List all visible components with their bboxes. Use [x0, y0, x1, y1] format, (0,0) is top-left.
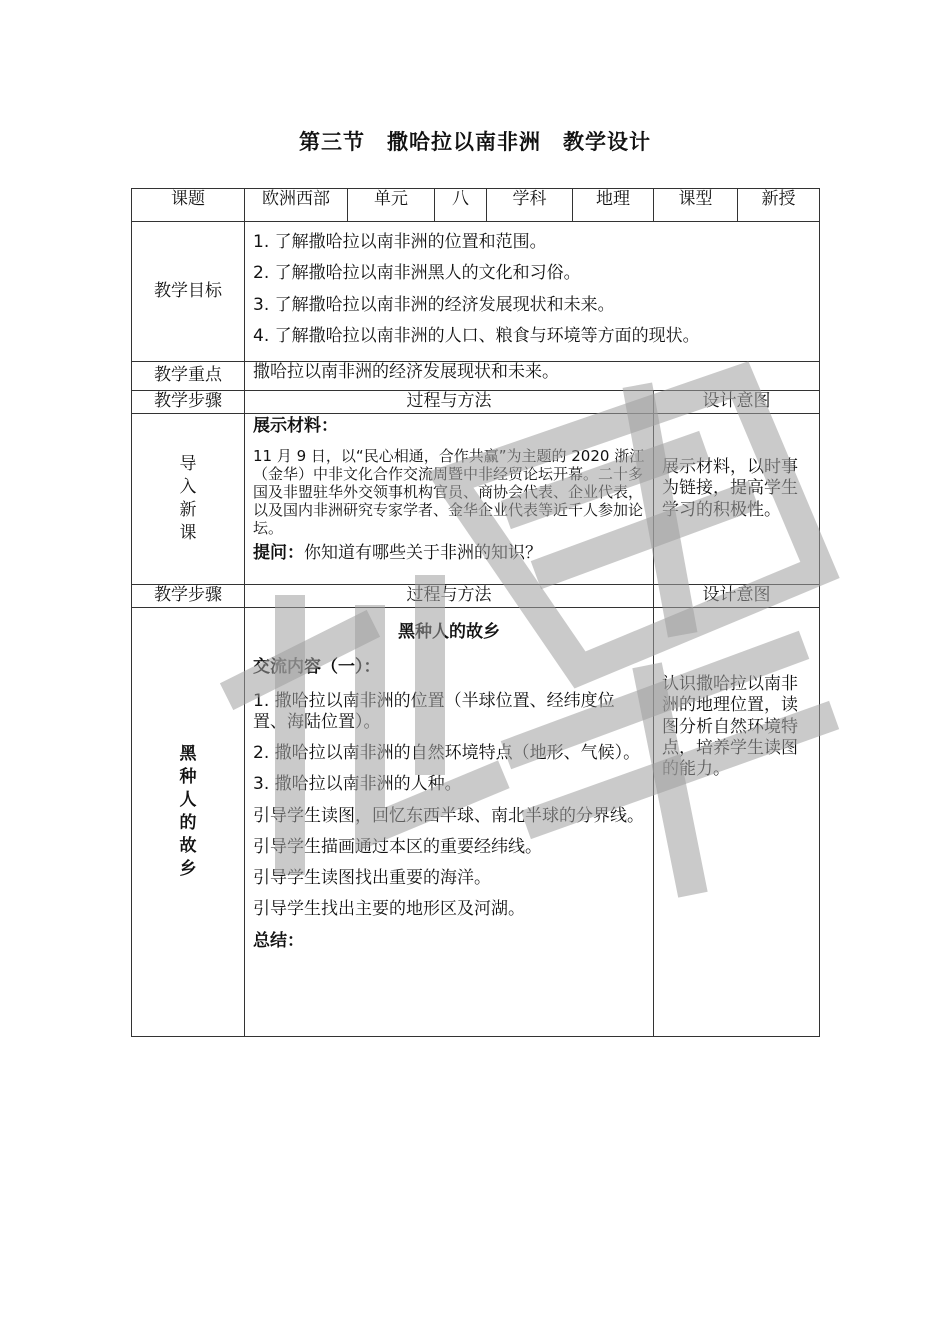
- key-point-label: 教学重点: [132, 362, 245, 391]
- exchange-item: 1. 撒哈拉以南非洲的位置（半球位置、经纬度位置、海陆位置）。: [253, 690, 615, 732]
- key-point-row: [132, 362, 820, 391]
- section2-intent: 认识撒哈拉以南非洲的地理位置，读图分析自然环境特点，培养学生读图的能力。: [654, 608, 820, 1037]
- topic-value: 欧洲西部: [245, 189, 348, 222]
- question-line: [253, 543, 645, 564]
- exchange-label: 交流内容（一）：: [253, 657, 381, 678]
- intent-header: 设计意图: [654, 391, 820, 414]
- steps-header-row: [132, 391, 820, 414]
- intro-row: [132, 414, 820, 585]
- exchange-item: 3. 撒哈拉以南非洲的人种。: [253, 774, 462, 795]
- summary-label: 总结：: [253, 930, 304, 951]
- intent-header: 设计意图: [654, 585, 820, 608]
- unit-value: 八: [435, 189, 487, 222]
- topic-label: 课题: [132, 189, 245, 222]
- steps-header: 教学步骤: [132, 391, 245, 414]
- goals-label: 教学目标: [132, 222, 245, 362]
- goal-item: 4. 了解撒哈拉以南非洲的人口、粮食与环境等方面的现状。: [253, 325, 700, 346]
- info-row: [132, 189, 820, 222]
- process-header: 过程与方法: [245, 391, 654, 414]
- exchange-item: 引导学生读图，回忆东西半球、南北半球的分界线。: [253, 805, 644, 826]
- key-point-text: 撒哈拉以南非洲的经济发展现状和未来。: [245, 362, 820, 391]
- subject-label: 学科: [487, 189, 573, 222]
- exchange-item: 引导学生读图找出重要的海洋。: [253, 868, 491, 888]
- subject-value: 地理: [573, 189, 654, 222]
- lesson-type-value: 新授: [738, 189, 820, 222]
- goals-row: [132, 222, 820, 362]
- section2-row: [132, 608, 820, 1037]
- section-heading: 黑种人的故乡: [398, 622, 500, 642]
- question-text: 你知道有哪些关于非洲的知识？: [304, 543, 542, 564]
- unit-label: 单元: [348, 189, 435, 222]
- intro-step-label: 导 入 新 课: [132, 414, 245, 585]
- page-title: 第三节 撒哈拉以南非洲 教学设计: [299, 130, 651, 154]
- section2-step-label: 黑 种 人 的 故 乡: [132, 608, 245, 1037]
- lesson-type-label: 课型: [654, 189, 738, 222]
- steps-header-row-2: [132, 585, 820, 608]
- goal-item: 3. 了解撒哈拉以南非洲的经济发展现状和未来。: [253, 294, 615, 315]
- intro-intent: 展示材料，以时事为链接，提高学生学习的积极性。: [654, 414, 820, 585]
- question-label: 提问：: [253, 543, 304, 564]
- material-text: 11 月 9 日，以“民心相通，合作共赢”为主题的 2020 浙江（金华）中非文化合作交流周暨中非经贸论坛开幕。二十多国及非盟驻华外交领事机构官员、商协会代表、企业代表，以及国内非洲研究专家学者、金华企业代表等近千人参加论坛。: [253, 447, 645, 538]
- process-header: 过程与方法: [245, 585, 654, 608]
- exchange-item: 引导学生找出主要的地形区及河湖。: [253, 899, 525, 920]
- goal-item: 2. 了解撒哈拉以南非洲黑人的文化和习俗。: [253, 263, 581, 284]
- exchange-item: 引导学生描画通过本区的重要经纬线。: [253, 836, 542, 857]
- steps-header: 教学步骤: [132, 585, 245, 608]
- lesson-plan-table: [131, 188, 820, 1037]
- goal-item: 1. 了解撒哈拉以南非洲的位置和范围。: [253, 232, 547, 252]
- exchange-item: 2. 撒哈拉以南非洲的自然环境特点（地形、气候）。: [253, 743, 641, 763]
- material-label: 展示材料：: [253, 416, 338, 436]
